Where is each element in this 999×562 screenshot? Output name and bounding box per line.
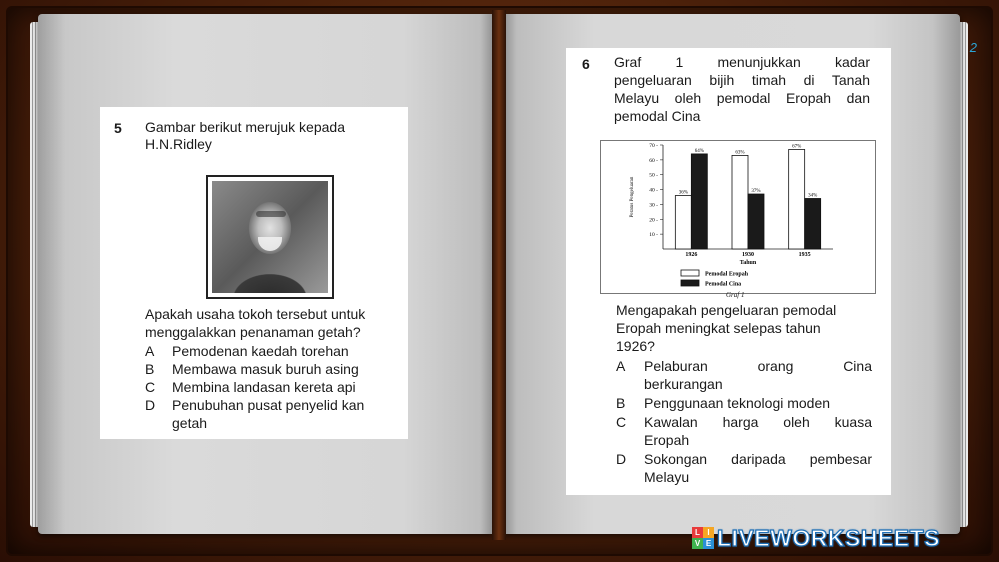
bar-eropah [732, 155, 748, 249]
bar-eropah [789, 149, 805, 249]
logo-badge-icon [692, 527, 714, 549]
bar-cina [748, 194, 764, 249]
option-text: Kawalan harga oleh kuasa [644, 414, 872, 430]
y-tick-label: 70 - [649, 143, 658, 149]
question-6-card [566, 48, 891, 495]
option-text: Pemodenan kaedah torehan [172, 343, 349, 359]
legend-swatch [681, 270, 699, 276]
logo-badge-letter: E [703, 538, 714, 549]
question-stem-line: Melayu oleh pemodal Eropah dan [614, 90, 870, 106]
question-text-line: Mengapakah pengeluaran pemodal [616, 302, 837, 318]
logo-badge-letter: L [692, 527, 703, 538]
bar-cina [691, 154, 707, 249]
option-letter: D [145, 397, 156, 413]
logo-badge-letter: I [703, 527, 714, 538]
question-stem-line: pemodal Cina [614, 108, 701, 124]
question-stem-line: pengeluaran bijih timah di Tanah [614, 72, 870, 88]
bar-data-label: 64% [694, 148, 704, 154]
y-tick-label: 40 - [649, 187, 658, 194]
y-axis-label: Peratus Pengeluaran [630, 176, 635, 218]
x-axis-label: Tahun [739, 260, 757, 266]
bar-data-label: 34% [808, 193, 818, 199]
option-letter: B [616, 395, 626, 411]
bar-data-label: 67% [792, 144, 802, 150]
bar-data-label: 37% [751, 189, 761, 195]
question-stem-line: Graf 1 menunjukkan kadar [614, 54, 870, 70]
question-text-line: Apakah usaha tokoh tersebut untuk [145, 306, 366, 322]
question-number: 5 [114, 120, 122, 136]
option-d[interactable] [616, 451, 876, 487]
option-text: Pelaburan orang Cina [644, 358, 872, 374]
x-tick-label: 1935 [798, 252, 811, 258]
option-letter: A [616, 358, 626, 374]
y-tick-label: 50 - [649, 172, 658, 179]
legend-label: Pemodal Eropah [705, 271, 749, 278]
option-letter: C [616, 414, 627, 430]
bar-cina [805, 198, 821, 249]
option-text: Membina landasan kereta api [172, 379, 356, 395]
question-number: 6 [582, 56, 590, 72]
option-text-continued: getah [172, 415, 208, 431]
bar-chart-svg [601, 141, 875, 293]
page-number: 2 [969, 40, 977, 55]
portrait-photo [212, 181, 328, 293]
option-text: Membawa masuk buruh asing [172, 361, 359, 377]
option-letter: D [616, 451, 627, 467]
y-tick-label: 30 - [649, 202, 658, 209]
option-d[interactable] [145, 397, 405, 433]
logo-text: LIVEWORKSHEETS [717, 524, 940, 551]
option-letter: C [145, 379, 156, 395]
bar-eropah [675, 196, 691, 249]
question-stem-line: Gambar berikut merujuk kepada [145, 119, 345, 135]
logo-badge-letter: V [692, 538, 703, 549]
question-5-card [100, 107, 408, 439]
chart-caption: Graf 1 [726, 291, 745, 299]
x-tick-label: 1930 [742, 252, 754, 258]
liveworksheets-logo[interactable] [692, 524, 940, 552]
legend-swatch [681, 280, 699, 286]
portrait-image [206, 175, 334, 299]
book-spine [492, 10, 506, 540]
option-text: Penggunaan teknologi moden [644, 395, 831, 411]
option-c[interactable] [616, 414, 876, 450]
y-tick-label: 10 - [649, 232, 658, 239]
option-letter: B [145, 361, 155, 377]
legend-label: Pemodal Cina [705, 281, 742, 288]
option-a[interactable] [616, 358, 876, 394]
bar-chart [600, 140, 876, 294]
bar-data-label: 63% [735, 150, 745, 156]
option-letter: A [145, 343, 155, 359]
question-text-line: Eropah meningkat selepas tahun [616, 320, 821, 336]
option-text-continued: Eropah [644, 432, 690, 448]
y-tick-label: 20 - [649, 217, 658, 224]
bar-data-label: 36% [678, 190, 688, 196]
x-tick-label: 1926 [685, 252, 698, 258]
option-text-continued: Melayu [644, 469, 690, 485]
option-text: Sokongan daripada pembesar [644, 451, 872, 467]
question-text-line: 1926? [616, 338, 655, 354]
y-tick-label: 60 - [649, 157, 658, 164]
question-stem-line: H.N.Ridley [145, 136, 212, 152]
question-text-line: menggalakkan penanaman getah? [145, 324, 361, 340]
option-text: Penubuhan pusat penyelid kan [172, 397, 365, 413]
option-text-continued: berkurangan [644, 376, 723, 392]
